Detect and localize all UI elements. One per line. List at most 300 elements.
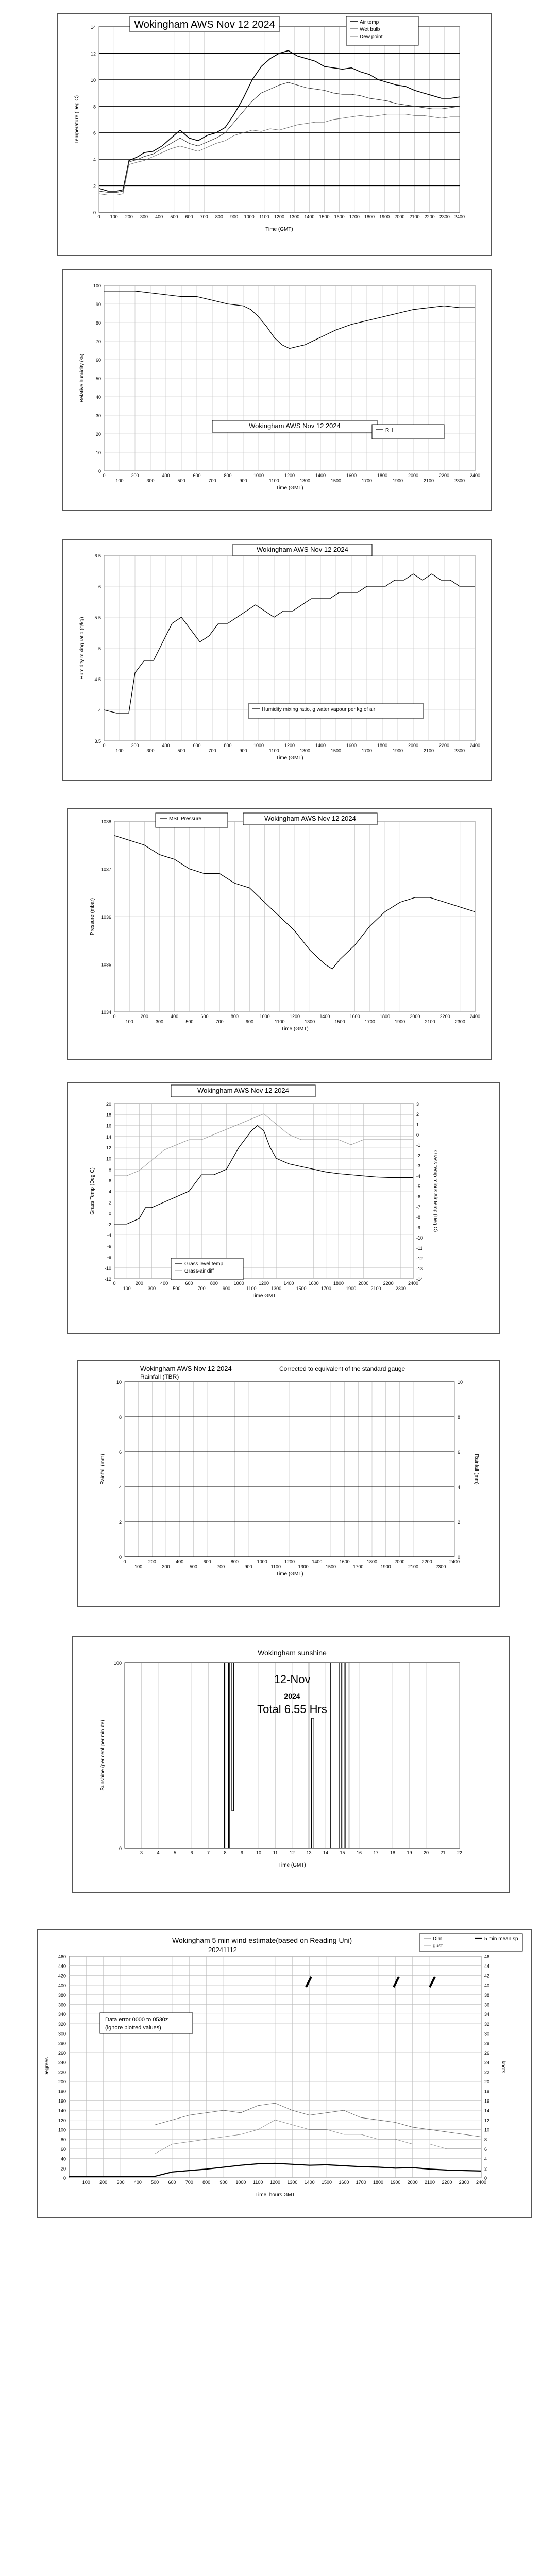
x-tick-label: 2000 — [358, 1281, 369, 1286]
y-tick-label-right: 22 — [484, 2070, 490, 2075]
x-tick-label: 400 — [171, 1014, 179, 1019]
x-tick-label: 900 — [239, 478, 247, 483]
x-axis-label: Time (GMT) — [281, 1026, 309, 1032]
x-tick-label: 600 — [200, 1014, 209, 1019]
x-tick-label: 1100 — [269, 478, 279, 483]
y-tick-label-right: -9 — [416, 1225, 421, 1230]
y-tick-label: 360 — [58, 2002, 66, 2008]
x-tick-label: 200 — [131, 743, 139, 748]
chart-title: Wokingham AWS Nov 12 2024 — [264, 815, 356, 822]
x-tick-label: 1400 — [312, 1559, 323, 1564]
legend-label: Dew point — [360, 34, 383, 40]
y-axis-label: Relative humidity (%) — [79, 353, 85, 403]
x-tick-label: 2100 — [425, 1019, 435, 1024]
x-tick-label: 2400 — [449, 1559, 460, 1564]
y-tick-label-right: -14 — [416, 1277, 424, 1282]
x-tick-label: 1800 — [364, 214, 375, 219]
x-tick-label: 200 — [99, 2180, 108, 2185]
y-tick-label-right: -7 — [416, 1205, 421, 1210]
y-tick-label-right: 2 — [416, 1112, 419, 1117]
legend-label: RH — [385, 428, 393, 433]
x-tick-label: 1600 — [339, 2180, 349, 2185]
x-axis-label: Time (GMT) — [276, 485, 303, 491]
x-tick-label: 1400 — [315, 473, 326, 478]
y-tick-label: 1035 — [100, 962, 111, 968]
y-tick-label-right: 10 — [458, 1380, 463, 1385]
x-tick-label: 2200 — [439, 1014, 450, 1019]
y-tick-label-right: 12 — [484, 2117, 490, 2123]
y-tick-label-right: 10 — [484, 2127, 490, 2133]
y-axis-label: Degrees — [44, 2057, 50, 2077]
x-tick-label: 2300 — [454, 748, 465, 753]
y-tick-label: -10 — [104, 1265, 111, 1271]
x-tick-label: 200 — [148, 1559, 156, 1564]
x-tick-label: 700 — [208, 748, 216, 753]
y-tick-label-right: 4 — [484, 2156, 487, 2162]
x-tick-label: 1900 — [380, 1564, 391, 1569]
chart-title: Wokingham AWS Nov 12 2024 — [197, 1087, 289, 1094]
y-tick-label: 140 — [58, 2108, 66, 2114]
x-tick-label: 1600 — [346, 473, 357, 478]
x-tick-label: 600 — [193, 743, 201, 748]
y-tick-label-right: 24 — [484, 2060, 490, 2065]
x-tick-label: 1200 — [284, 1559, 295, 1564]
x-tick-label: 2400 — [469, 743, 481, 748]
x-tick-label: 300 — [116, 2180, 125, 2185]
chart-total: Total 6.55 Hrs — [257, 1703, 327, 1716]
chart-title: Wokingham AWS Nov 12 2024 — [249, 422, 341, 430]
x-tick-label: 100 — [134, 1564, 143, 1569]
y-tick-label: 20 — [95, 432, 101, 437]
y-tick-label-right: 36 — [484, 2002, 490, 2008]
y-tick-label-right: 0 — [458, 1555, 461, 1560]
x-tick-label: 800 — [230, 1014, 239, 1019]
y-tick-label: 8 — [119, 1415, 122, 1420]
x-tick-label: 300 — [147, 1286, 156, 1291]
y-tick-label: 1034 — [100, 1010, 111, 1015]
x-tick-label: 2300 — [439, 214, 450, 219]
x-tick-label: 20 — [423, 1850, 429, 1855]
y-tick-label-right: 1 — [416, 1122, 419, 1127]
x-tick-label: 19 — [407, 1850, 412, 1855]
x-tick-label: 0 — [113, 1281, 116, 1286]
y-tick-label: 320 — [58, 2021, 66, 2027]
y-tick-label: 14 — [90, 25, 96, 30]
y-tick-label: -12 — [104, 1277, 111, 1282]
x-tick-label: 1400 — [315, 743, 326, 748]
y-tick-label-right: 3 — [416, 1101, 419, 1107]
y-tick-label: 0 — [93, 210, 96, 215]
y-tick-label: 100 — [58, 2127, 66, 2133]
y-tick-label: 0 — [119, 1846, 122, 1851]
x-tick-label: 900 — [222, 1286, 231, 1291]
x-tick-label: 2400 — [408, 1281, 419, 1286]
x-tick-label: 1400 — [304, 214, 315, 219]
x-tick-label: 18 — [390, 1850, 396, 1855]
y-tick-label: 2 — [119, 1520, 122, 1525]
x-axis-label: Time (GMT) — [276, 755, 303, 761]
x-tick-label: 2000 — [408, 743, 419, 748]
y-tick-label: 6 — [108, 1178, 111, 1183]
x-tick-label: 2000 — [407, 2180, 418, 2185]
y-tick-label: 60 — [95, 358, 101, 363]
y-tick-label: 80 — [60, 2137, 66, 2143]
y-tick-label: 260 — [58, 2050, 66, 2056]
x-tick-label: 2400 — [469, 473, 481, 478]
x-tick-label: 900 — [219, 2180, 228, 2185]
chart-title: Wokingham 5 min wind estimate(based on Reading Uni) — [172, 1936, 352, 1944]
x-tick-label: 700 — [197, 1286, 206, 1291]
sun-chart — [72, 1636, 510, 1893]
x-tick-label: 1600 — [339, 1559, 350, 1564]
y-tick-label-right: 44 — [484, 1963, 490, 1969]
x-axis-label: Time GMT — [251, 1293, 276, 1299]
x-tick-label: 500 — [170, 214, 178, 219]
x-tick-label: 2100 — [424, 2180, 435, 2185]
y-tick-label-right: 0 — [416, 1132, 419, 1138]
y-tick-label-right: 38 — [484, 1992, 490, 1998]
x-tick-label: 15 — [340, 1850, 345, 1855]
x-tick-label: 2300 — [395, 1286, 406, 1291]
x-tick-label: 2200 — [438, 473, 450, 478]
x-tick-label: 1100 — [259, 214, 269, 219]
y-tick-label-right: -13 — [416, 1266, 424, 1272]
chart-date: 12-Nov — [274, 1673, 311, 1686]
x-tick-label: 21 — [440, 1850, 446, 1855]
x-tick-label: 400 — [133, 2180, 142, 2185]
x-tick-label: 2000 — [410, 1014, 420, 1019]
x-tick-label: 1100 — [275, 1019, 285, 1024]
x-tick-label: 2300 — [454, 478, 465, 483]
x-tick-label: 2200 — [383, 1281, 394, 1286]
y-tick-label: -8 — [107, 1255, 111, 1260]
legend-label: Dirn — [433, 1936, 443, 1942]
x-tick-label: 2100 — [409, 214, 420, 219]
chart-title: Wokingham AWS Nov 12 2024 — [134, 19, 275, 30]
y-tick-label-right: 32 — [484, 2021, 490, 2027]
grass-chart — [67, 1082, 500, 1334]
y-tick-label: 4 — [98, 708, 101, 713]
y-axis-label: Pressure (mbar) — [90, 897, 95, 936]
x-tick-label: 1500 — [325, 1564, 336, 1569]
x-tick-label: 17 — [373, 1850, 379, 1855]
y-tick-label-right: 6 — [484, 2146, 487, 2152]
y-tick-label: 10 — [95, 450, 101, 455]
y-axis-label: Sunshine (per cent per minute) — [100, 1720, 106, 1791]
rain-chart — [77, 1360, 500, 1607]
x-tick-label: 200 — [140, 1014, 148, 1019]
x-tick-label: 700 — [185, 2180, 193, 2185]
x-tick-label: 700 — [215, 1019, 224, 1024]
y-tick-label-right: -8 — [416, 1215, 421, 1220]
x-tick-label: 1300 — [287, 2180, 298, 2185]
rh-chart — [62, 269, 492, 511]
x-tick-label: 400 — [162, 743, 170, 748]
x-tick-label: 300 — [162, 1564, 170, 1569]
x-tick-label: 0 — [113, 1014, 116, 1019]
legend-box — [372, 425, 444, 439]
y-tick-label-right: 2 — [458, 1520, 461, 1525]
x-tick-label: 2200 — [438, 743, 450, 748]
x-tick-label: 500 — [173, 1286, 181, 1291]
x-tick-label: 7 — [207, 1850, 210, 1855]
x-tick-label: 600 — [185, 214, 193, 219]
x-tick-label: 500 — [189, 1564, 197, 1569]
y-tick-label-right: -2 — [416, 1153, 421, 1158]
x-tick-label: 1900 — [392, 478, 403, 483]
y-tick-label: 10 — [116, 1380, 122, 1385]
x-tick-label: 500 — [185, 1019, 194, 1024]
legend-label: 5 min mean sp — [484, 1936, 518, 1942]
x-tick-label: 300 — [155, 1019, 164, 1024]
x-tick-label: 600 — [168, 2180, 176, 2185]
chart-note: Data error 0000 to 0530z — [105, 2016, 168, 2023]
y-tick-label: 100 — [113, 1660, 122, 1666]
y-tick-label: 0 — [119, 1555, 122, 1560]
x-tick-label: 400 — [155, 214, 163, 219]
x-tick-label: 2300 — [435, 1564, 446, 1569]
y-tick-label: 40 — [60, 2156, 66, 2162]
y-tick-label: 6 — [93, 130, 96, 136]
x-tick-label: 22 — [457, 1850, 463, 1855]
x-tick-label: 1000 — [257, 1559, 267, 1564]
x-tick-label: 400 — [176, 1559, 184, 1564]
x-tick-label: 1300 — [305, 1019, 315, 1024]
y-tick-label: 5.5 — [94, 615, 101, 620]
x-tick-label: 400 — [162, 473, 170, 478]
x-tick-label: 1100 — [246, 1286, 257, 1291]
x-tick-label: 800 — [210, 1281, 218, 1286]
x-tick-label: 1400 — [283, 1281, 294, 1286]
x-tick-label: 200 — [125, 214, 133, 219]
x-tick-label: 100 — [125, 1019, 133, 1024]
y-tick-label: 10 — [90, 77, 96, 83]
x-tick-label: 1800 — [377, 473, 388, 478]
x-axis-label: Time (GMT) — [265, 227, 293, 232]
x-tick-label: 1200 — [289, 1014, 300, 1019]
x-tick-label: 3 — [140, 1850, 143, 1855]
y-tick-label: 300 — [58, 2031, 66, 2037]
y-axis-label-right: Rainfall (mm) — [474, 1454, 479, 1485]
chart-note: (ignore plotted values) — [105, 2025, 161, 2031]
x-tick-label: 600 — [185, 1281, 193, 1286]
y-tick-label: 18 — [106, 1112, 111, 1118]
y-tick-label-right: -10 — [416, 1235, 424, 1241]
y-axis-label: Temperature (Deg C) — [74, 95, 80, 144]
y-tick-label: 180 — [58, 2089, 66, 2094]
chart-subtitle: 20241112 — [208, 1946, 237, 1954]
y-tick-label: 1038 — [100, 819, 111, 824]
y-tick-label: 6.5 — [94, 553, 101, 558]
legend-label: Wet bulb — [360, 27, 380, 32]
y-tick-label: 6 — [119, 1450, 122, 1455]
x-tick-label: 1700 — [353, 1564, 364, 1569]
y-tick-label-right: -5 — [416, 1184, 421, 1189]
legend-label: Grass level temp — [184, 1261, 224, 1267]
y-axis-label: Grass Temp (Deg C) — [90, 1167, 95, 1215]
x-tick-label: 4 — [157, 1850, 160, 1855]
y-tick-label: 400 — [58, 1983, 66, 1989]
x-tick-label: 1300 — [289, 214, 300, 219]
x-tick-label: 2100 — [423, 748, 434, 753]
x-tick-label: 2000 — [394, 1559, 405, 1564]
legend-label: Air temp — [360, 20, 379, 25]
y-tick-label-right: 18 — [484, 2089, 490, 2094]
x-tick-label: 500 — [177, 478, 185, 483]
y-tick-label-right: 40 — [484, 1983, 490, 1989]
x-tick-label: 1700 — [361, 478, 373, 483]
y-tick-label: 12 — [90, 51, 96, 57]
x-tick-label: 1600 — [349, 1014, 360, 1019]
legend-label: gust — [433, 1943, 443, 1949]
x-tick-label: 1600 — [346, 743, 357, 748]
x-tick-label: 1100 — [270, 1564, 281, 1569]
x-tick-label: 800 — [202, 2180, 211, 2185]
x-tick-label: 8 — [224, 1850, 227, 1855]
x-tick-label: 1200 — [274, 214, 285, 219]
y-tick-label-right: 46 — [484, 1954, 490, 1959]
y-axis-label: Rainfall (mm) — [100, 1454, 106, 1485]
y-tick-label: 5 — [98, 646, 101, 651]
y-tick-label: 280 — [58, 2041, 66, 2046]
y-tick-label-right: -12 — [416, 1256, 424, 1261]
x-tick-label: 16 — [356, 1850, 362, 1855]
x-tick-label: 700 — [200, 214, 208, 219]
x-tick-label: 300 — [146, 748, 155, 753]
x-tick-label: 900 — [230, 214, 239, 219]
x-tick-label: 300 — [140, 214, 148, 219]
x-tick-label: 2000 — [394, 214, 405, 219]
x-tick-label: 2400 — [469, 1014, 481, 1019]
x-tick-label: 5 — [173, 1850, 177, 1855]
x-axis-label: Time (GMT) — [278, 1862, 306, 1868]
x-axis-label: Time (GMT) — [276, 1571, 303, 1577]
y-tick-label: 160 — [58, 2098, 66, 2104]
y-tick-label: 8 — [108, 1167, 111, 1173]
x-tick-label: 900 — [245, 1019, 254, 1024]
x-tick-label: 100 — [115, 478, 124, 483]
y-tick-label-right: -6 — [416, 1194, 421, 1199]
x-tick-label: 14 — [323, 1850, 329, 1855]
y-tick-label: 340 — [58, 2012, 66, 2018]
y-tick-label: 3.5 — [94, 739, 101, 744]
y-tick-label: 0 — [63, 2176, 66, 2181]
x-tick-label: 800 — [224, 473, 232, 478]
y-tick-label: 220 — [58, 2070, 66, 2075]
x-tick-label: 1300 — [271, 1286, 282, 1291]
y-tick-label: -6 — [107, 1244, 111, 1249]
x-tick-label: 1500 — [319, 214, 330, 219]
x-tick-label: 11 — [273, 1850, 278, 1855]
y-tick-label-right: 8 — [484, 2137, 487, 2143]
x-tick-label: 1900 — [390, 2180, 401, 2185]
x-tick-label: 600 — [193, 473, 201, 478]
temp-chart — [57, 13, 492, 256]
x-tick-label: 1700 — [349, 214, 360, 219]
x-tick-label: 200 — [131, 473, 139, 478]
y-tick-label-right: -3 — [416, 1163, 421, 1168]
x-tick-label: 2400 — [454, 214, 465, 219]
y-tick-label-right: 8 — [458, 1415, 461, 1420]
x-tick-label: 700 — [208, 478, 216, 483]
y-tick-label: 10 — [106, 1156, 111, 1162]
x-tick-label: 1000 — [235, 2180, 246, 2185]
x-tick-label: 1900 — [395, 1019, 405, 1024]
y-tick-label: 8 — [93, 104, 96, 110]
x-tick-label: 2200 — [442, 2180, 452, 2185]
x-tick-label: 1000 — [244, 214, 255, 219]
x-tick-label: 2400 — [476, 2180, 487, 2185]
x-tick-label: 1100 — [252, 2180, 263, 2185]
x-tick-label: 2200 — [421, 1559, 432, 1564]
y-tick-label: 6 — [98, 584, 101, 589]
y-tick-label-right: -11 — [416, 1246, 423, 1251]
y-tick-label: 0 — [108, 1211, 111, 1216]
x-tick-label: 1500 — [330, 478, 342, 483]
x-tick-label: 100 — [115, 748, 124, 753]
y-tick-label: 80 — [95, 320, 101, 326]
x-tick-label: 0 — [97, 214, 100, 219]
y-tick-label: 20 — [60, 2166, 66, 2172]
legend-label: MSL Pressure — [169, 816, 201, 822]
y-tick-label-right: 0 — [484, 2176, 487, 2181]
y-tick-label: 20 — [106, 1101, 111, 1107]
x-tick-label: 1900 — [392, 748, 403, 753]
x-tick-label: 1100 — [269, 748, 279, 753]
y-tick-label: 50 — [95, 376, 101, 381]
legend-box — [346, 16, 418, 45]
x-tick-label: 1500 — [334, 1019, 345, 1024]
y-tick-label: -2 — [107, 1222, 111, 1227]
y-tick-label-right: -1 — [416, 1143, 421, 1148]
y-tick-label: 240 — [58, 2060, 66, 2065]
x-tick-label: 1600 — [308, 1281, 319, 1286]
y-tick-label: 380 — [58, 1992, 66, 1998]
y-tick-label: 4.5 — [94, 677, 101, 682]
x-tick-label: 700 — [217, 1564, 225, 1569]
x-tick-label: 800 — [230, 1559, 239, 1564]
x-tick-label: 1000 — [253, 473, 264, 478]
x-tick-label: 1700 — [361, 748, 373, 753]
x-tick-label: 100 — [110, 214, 118, 219]
y-tick-label-right: 2 — [484, 2166, 487, 2172]
y-tick-label-right: 30 — [484, 2031, 490, 2037]
msl-chart — [67, 808, 492, 1060]
x-tick-label: 1400 — [304, 2180, 315, 2185]
x-tick-label: 1800 — [373, 2180, 384, 2185]
y-tick-label-right: 4 — [458, 1485, 461, 1490]
y-tick-label-right: 26 — [484, 2050, 490, 2056]
y-tick-label-right: 14 — [484, 2108, 490, 2114]
y-tick-label: 200 — [58, 2079, 66, 2085]
y-tick-label: 4 — [108, 1189, 111, 1194]
x-tick-label: 1300 — [299, 748, 311, 753]
x-tick-label: 0 — [123, 1559, 126, 1564]
x-tick-label: 2100 — [370, 1286, 381, 1291]
y-tick-label-right: 34 — [484, 2012, 490, 2018]
x-tick-label: 6 — [190, 1850, 193, 1855]
x-tick-label: 1800 — [377, 743, 388, 748]
y-tick-label-right: 16 — [484, 2098, 490, 2104]
y-tick-label: 1037 — [100, 867, 111, 872]
x-tick-label: 0 — [103, 743, 106, 748]
x-tick-label: 800 — [215, 214, 223, 219]
x-tick-label: 1700 — [356, 2180, 366, 2185]
wind-chart — [37, 1929, 532, 2218]
x-tick-label: 1700 — [364, 1019, 375, 1024]
y-axis-label: Humidity mixing ratio (g/kg) — [79, 617, 85, 680]
x-tick-label: 1200 — [284, 743, 295, 748]
